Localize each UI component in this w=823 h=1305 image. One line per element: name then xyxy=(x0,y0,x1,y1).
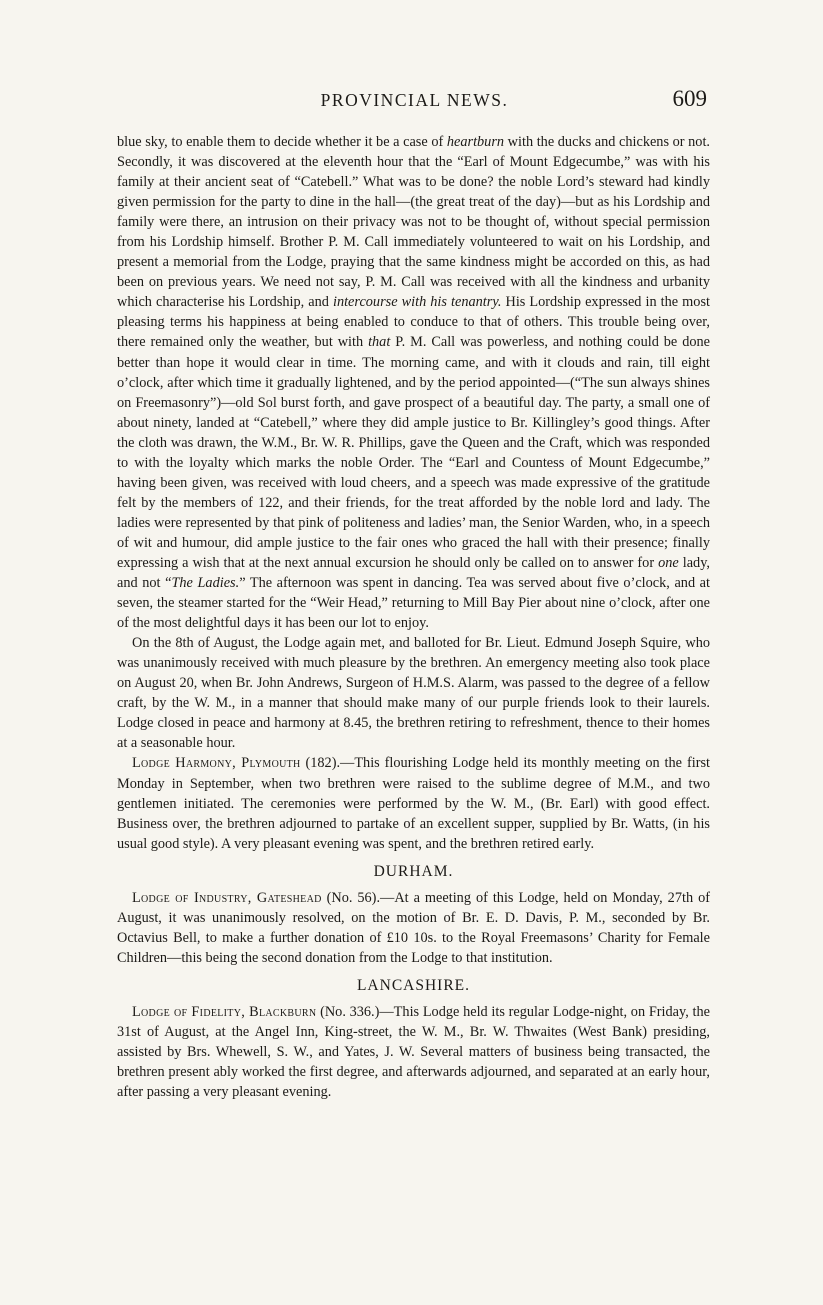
text-run: P. M. Call was powerless, and nothing could be done better than hope it would clear in time. The morning came, and with it clouds and rain, till eight o’clock, after which time it gradually lightened, and by the period appointed—(“The sun always shines on Freemasonry”)—old Sol burst forth, and gave prospect of a beautiful day. The party, a small one of about ninety, landed at “Catebell,” where they did ample justice to Br. Killingley’s good things. After the cloth was drawn, the W.M., Br. W. R. Phillips, gave the Queen and the Craft, which was responded to with the loyalty which marks the noble Order. The “Earl and Countess of Mount Edgecumbe,” having been given, was received with loud cheers, and a speech was made expressive of the gratitude felt by the members of 122, and their friends, for the treat afforded by the noble lord and lady. The ladies were represented by that pink of politeness and ladies’ man, the Senior Warden, who, in a speech of wit and humour, did ample justice to the fair ones who graced the hall with their presence; finally expressing a wish that at the next annual excursion he should only be called on to answer for xyxy=(117,334,710,571)
text-run: (No. 56).—At a meeting of this Lodge, held on Monday, 27th of August, it was unanimously resolved, on the motion of Br. E. D. Davis, P. M., seconded by Br. Octavius Bell, to make a further donation of £10 10s. to the Royal Freemasons’ Charity for Female Children—this being the second donation from the Lodge to that institution. xyxy=(117,889,710,966)
section-heading-lancashire: LANCASHIRE. xyxy=(356,976,471,994)
page-number: 609 xyxy=(672,86,707,111)
italic-text: heartburn xyxy=(446,134,505,150)
text-run: lady, and not “ xyxy=(117,554,710,592)
section-heading-durham: DURHAM. xyxy=(373,862,454,880)
paragraph-august-meeting: On the 8th of August, the Lodge again met, and balloted for Br. Lieut. Edmund Joseph Squire, who was unanimously received with much pleasure by the brethren. An emergency meeting also took place on August 20, when Br. John Andrews, Surgeon of H.M.S. Alarm, was passed to the degree of a fellow craft, by the W. M., in a manner that should make many of our purple friends look to their laurels. Lodge closed in peace and harmony at 8.45, the brethren retiring to refreshment, thence to their homes at a seasonable hour. xyxy=(117,635,710,752)
text-run: (182).—This flourishing Lodge held its monthly meeting on the first Monday in September, when two brethren were raised to the sublime degree of M.M., and two gentlemen initiated. The ceremonies were performed by the W. M., (Br. Earl) with good effect. Business over, the brethren adjourned to partake of an excellent supper, supplied by Br. Watts, (in his usual good style). A very pleasant evening was spent, and the brethren retired early. xyxy=(117,755,710,852)
paragraph-lodge-harmony xyxy=(117,753,710,853)
lodge-name: Lodge of Fidelity, Blackburn xyxy=(132,1003,317,1020)
paragraph-lodge-of-fidelity xyxy=(117,1002,710,1102)
italic-text: intercourse with his tenantry. xyxy=(332,294,502,311)
lodge-name: Lodge of Industry, Gateshead xyxy=(132,889,322,906)
text-column xyxy=(117,132,710,1102)
paragraph-lodge-of-industry xyxy=(117,888,710,968)
text-run: blue sky, to enable them to decide whether it be a case of xyxy=(117,134,447,150)
text-run: with the ducks and chickens or not. Secondly, it was discovered at the eleventh hour that the “Earl of Mount Edgecumbe,” was with his family at their ancient seat of “Catebell.” What was to be done? the noble Lord’s steward had kindly given permission for the party to dine in the hall—(the great treat of the day)—but as his Lordship and family were there, an intrusion on their privacy was not to be thought of, without special permission from his Lordship himself. Brother P. M. Call immediately volunteered to wait on his Lordship, and present a memorial from the Lodge, praying that the same kindness might be accorded on this, as had been on previous years. We need not say, P. M. Call was received with all the kindness and urbanity which characterise his Lordship, and xyxy=(117,134,710,311)
text-run: (No. 336.)—This Lodge held its regular Lodge-night, on Friday, the 31st of August, at the Angel Inn, King-street, the W. M., Br. W. Thwaites (West Bank) presiding, assisted by Brs. Whewell, S. W., and Yates, J. W. Several matters of business being transacted, the brethren present ably worked the first degree, and afterwards adjourned, and separated at an early hour, after passing a very pleasant evening. xyxy=(117,1003,710,1101)
running-title: PROVINCIAL NEWS. xyxy=(320,90,509,110)
running-header xyxy=(118,88,711,118)
paragraph-continued xyxy=(117,132,710,633)
lodge-name: Lodge Harmony, Plymouth xyxy=(132,755,301,772)
italic-text: The Ladies. xyxy=(171,575,240,592)
text-run: ” The afternoon was spent in dancing. Tea was served about five o’clock, and at seven, the steamer started for the “Weir Head,” returning to Mill Bay Pier about nine o’clock, after one of the most delightful days it has been our lot to enjoy. xyxy=(117,575,710,632)
italic-text: one xyxy=(658,554,679,571)
text-run: His Lordship expressed in the most pleasing terms his happiness at being enabled to conduce to that of others. This trouble being over, there remained only the weather, but with xyxy=(117,294,710,351)
italic-text: that xyxy=(368,334,391,351)
